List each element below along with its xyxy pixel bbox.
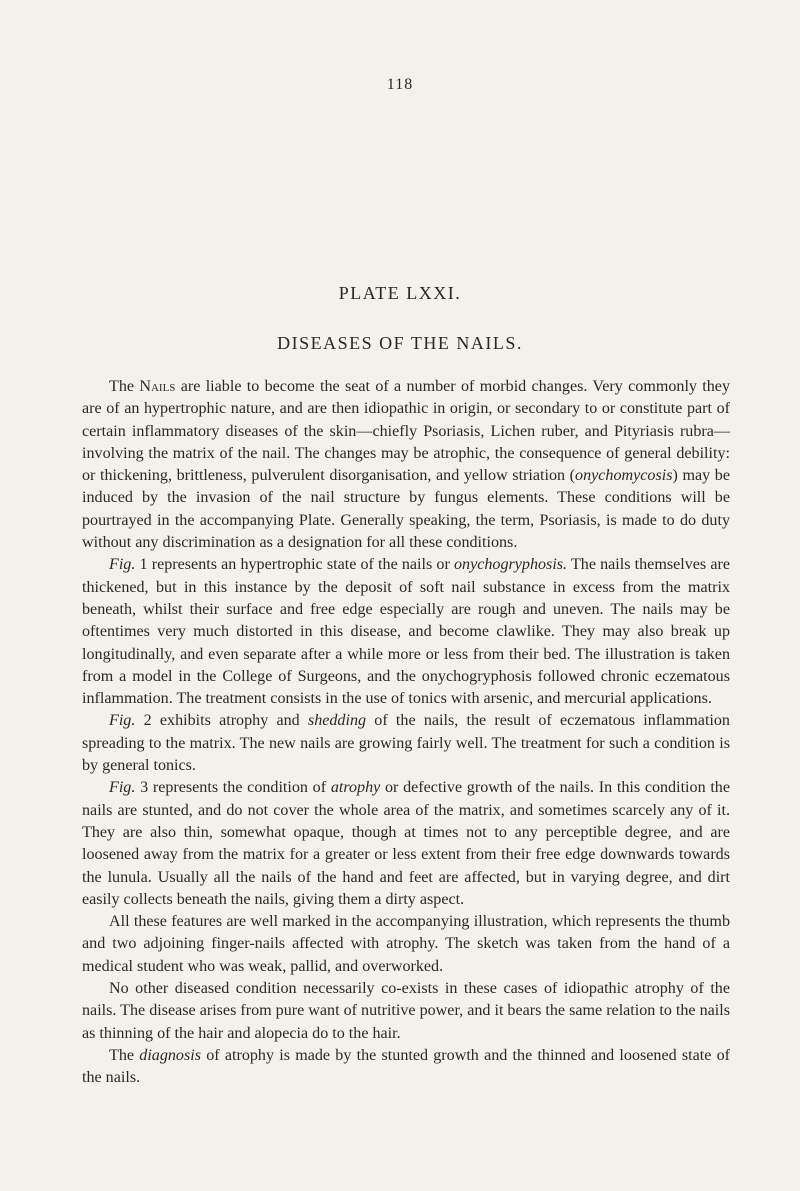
paragraph-other-conditions: No other diseased condition necessarily co-exists in these cases of idiopathic atrophy of the nails. The disease arises from pure want of nutritive power, and it bears the same relation to the nails as thinning of the hair and alopecia do to the hair. [82, 980, 730, 1042]
nails-smallcaps: Nails [139, 378, 176, 395]
paragraph-fig-2: Fig. 2 exhibits atrophy and shedding of the nails, the result of eczematous inflammation spreading to the matrix. The new nails are growing fairly well. The treatment for such a condition is by general tonics. [82, 712, 730, 775]
paragraph-intro: The Nails are liable to become the seat of a number of morbid changes. Very commonly they are of an hypertrophic nature, and are then idiopathic in origin, or secondary to or constitute part of certain inflammatory diseases of the skin—chiefly Psoriasis, Lichen ruber, and Pityriasis rubra—involving the matrix of the nail. The changes may be atrophic, the consequence of general debility: or thickening, brittleness, pulverulent disorganisation, and yellow striation (onychomycosis) may be induced by the invasion of the nail structure by fungus elements. These conditions will be pourtrayed in the accompanying Plate. Generally speaking, the term, Psoriasis, is made to do duty without any discrimination as a designation for all these conditions. [82, 378, 730, 552]
fig-label: Fig. [109, 779, 136, 797]
paragraph-diagnosis: The diagnosis of atrophy is made by the stunted growth and the thinned and loosened state of the nails. [82, 1046, 731, 1087]
body-text [82, 376, 730, 1090]
fig-label: Fig. [109, 556, 136, 574]
plate-subtitle: DISEASES OF THE NAILS. [277, 333, 523, 353]
plate-title: PLATE LXXI. [338, 283, 462, 303]
fig-label: Fig. [109, 712, 136, 730]
paragraph-fig-1: Fig. 1 represents an hypertrophic state of the nails or onychogryphosis. The nails themselves are thickened, but in this instance by the deposit of soft nail substance in excess from the matrix beneath, whilst their surface and free edge especially are rough and uneven. The nails may be oftentimes very much distorted in this disease, and become clawlike. They may also break up longitudinally, and even separate after a while more or less from their bed. The illustration is taken from a model in the College of Surgeons, and the onychogryphosis followed chronic eczematous inflammation. The treatment consists in the use of tonics with arsenic, and mercurial applications. [82, 556, 730, 708]
page-number: 118 [386, 76, 414, 93]
paragraph-fig-3: Fig. 3 represents the condition of atrophy or defective growth of the nails. In this condition the nails are stunted, and do not cover the whole area of the matrix, and sometimes scarcely any of it. They are also thin, somewhat opaque, though at times not to any perceptible degree, and are loosened away from the matrix for a greater or less extent from their free edge downwards towards the lunula. Usually all the nails of the hand and feet are affected, but in varying degree, and dirt easily collects beneath the nails, giving them a dirty aspect. [82, 779, 730, 908]
paragraph-features: All these features are well marked in the accompanying illustration, which represents the thumb and two adjoining finger-nails affected with atrophy. The sketch was taken from the hand of a medical student who was weak, pallid, and overworked. [82, 913, 730, 975]
